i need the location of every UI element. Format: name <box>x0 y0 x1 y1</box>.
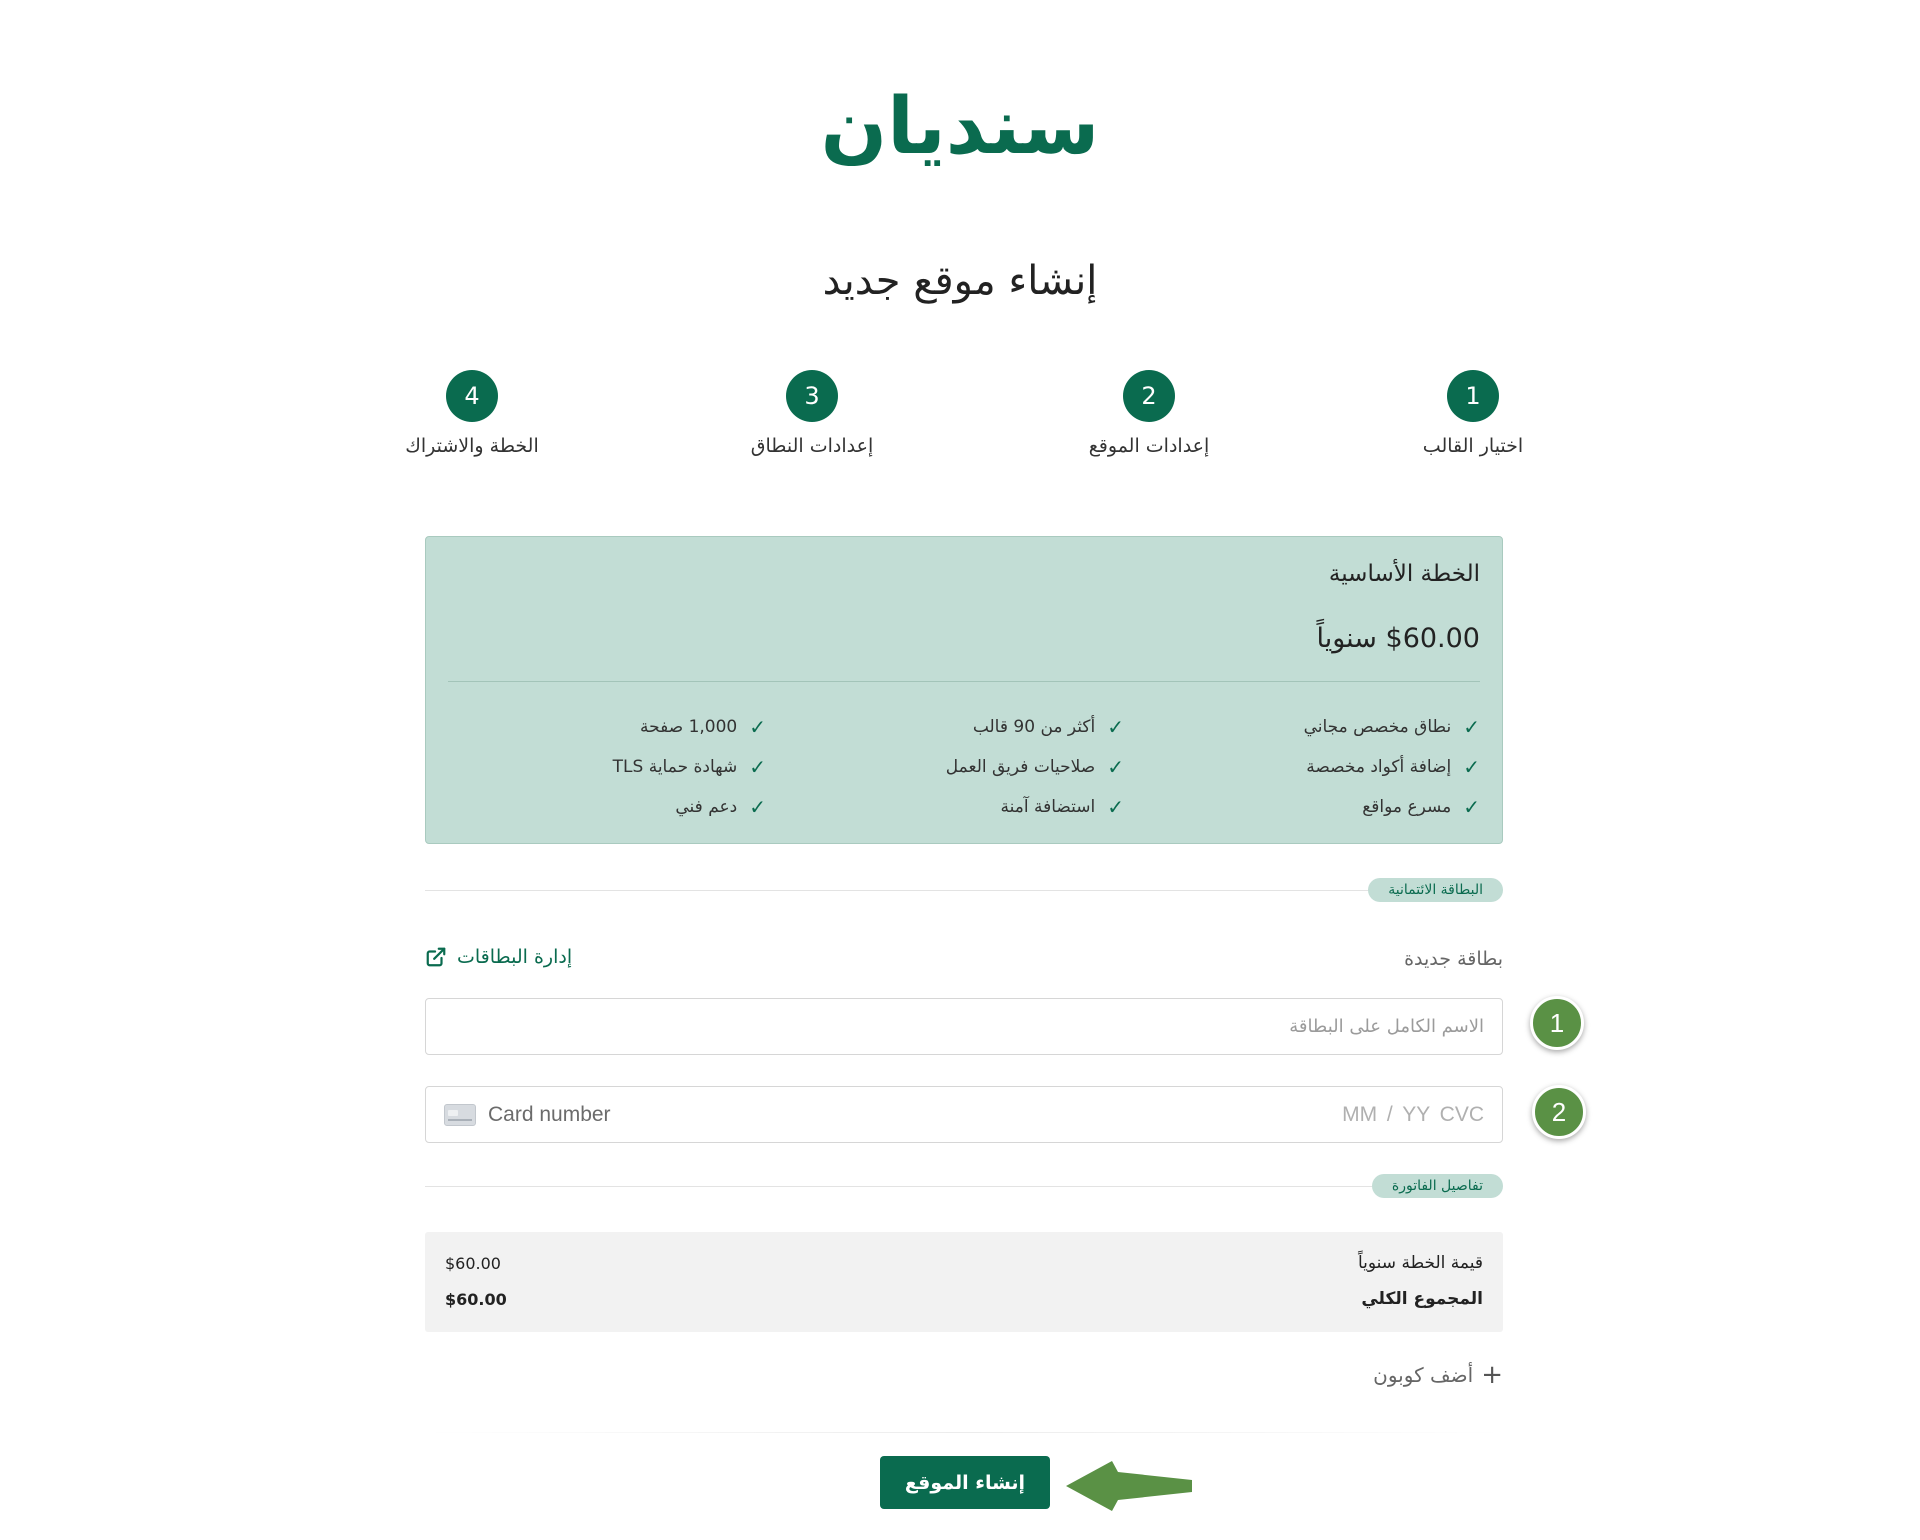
progress-stepper <box>0 370 1920 470</box>
annotation-badge-1: 1 <box>1530 996 1584 1050</box>
plus-icon: + <box>1481 1360 1503 1390</box>
step-choose-template[interactable] <box>1363 370 1583 457</box>
divider-line <box>425 890 1503 891</box>
new-card-label: بطاقة جديدة <box>1404 948 1503 970</box>
expiry-cvc-placeholder[interactable]: MM / YY CVC <box>1342 1103 1484 1126</box>
annotation-arrow-icon <box>1064 1458 1194 1514</box>
step-label: إعدادات الموقع <box>1088 435 1210 457</box>
feature-item <box>1160 747 1480 787</box>
check-icon: ✓ <box>1107 715 1124 739</box>
plan-name: الخطة الأساسية <box>1328 561 1480 587</box>
check-icon: ✓ <box>1463 715 1480 739</box>
feature-item <box>446 787 766 827</box>
feature-label: 1,000 صفحة <box>640 717 738 737</box>
step-number: 1 <box>1447 370 1499 422</box>
invoice-amount: $60.00 <box>445 1253 501 1273</box>
card-number-field[interactable] <box>425 1086 1503 1143</box>
section-label: البطاقة الائتمانية <box>1368 878 1503 902</box>
divider-line <box>425 1186 1503 1187</box>
feature-column <box>804 707 1124 827</box>
feature-label: نطاق مخصص مجاني <box>1303 717 1452 737</box>
step-label: اختيار القالب <box>1422 435 1524 457</box>
feature-label: إضافة أكواد مخصصة <box>1306 757 1452 777</box>
feature-label: دعم فني <box>675 797 738 817</box>
section-label: تفاصيل الفاتورة <box>1372 1174 1503 1198</box>
feature-item <box>446 707 766 747</box>
step-label: إعدادات النطاق <box>750 435 874 457</box>
annotation-badge-2: 2 <box>1532 1085 1586 1139</box>
invoice-label: المجموع الكلي <box>1361 1289 1483 1309</box>
feature-item <box>804 707 1124 747</box>
step-number: 3 <box>786 370 838 422</box>
feature-column <box>446 707 766 827</box>
feature-label: صلاحيات فريق العمل <box>945 757 1096 777</box>
external-link-icon <box>425 946 447 968</box>
plan-card <box>425 536 1503 844</box>
feature-item <box>1160 707 1480 747</box>
feature-item <box>446 747 766 787</box>
check-icon: ✓ <box>1107 755 1124 779</box>
add-coupon-link[interactable] <box>1373 1362 1503 1388</box>
step-label: الخطة والاشتراك <box>405 435 539 457</box>
manage-cards-link[interactable] <box>425 946 572 968</box>
invoice-amount: $60.00 <box>445 1289 507 1309</box>
invoice-section-divider <box>425 1174 1503 1200</box>
credit-card-icon <box>444 1104 476 1126</box>
invoice-label: قيمة الخطة سنوياً <box>1357 1253 1483 1273</box>
feature-label: شهادة حماية TLS <box>612 757 738 777</box>
check-icon: ✓ <box>749 715 766 739</box>
card-number-placeholder[interactable]: Card number <box>488 1103 611 1126</box>
feature-column <box>1160 707 1480 827</box>
plan-price: $60.00 سنوياً <box>1316 623 1480 654</box>
plan-features <box>446 707 1480 827</box>
check-icon: ✓ <box>749 755 766 779</box>
cardholder-name-input[interactable] <box>425 998 1503 1055</box>
feature-label: مسرع مواقع <box>1362 797 1452 817</box>
invoice-row-annual <box>445 1248 1483 1278</box>
feature-item <box>804 747 1124 787</box>
feature-item <box>804 787 1124 827</box>
feature-label: أكثر من 90 قالب <box>972 717 1096 737</box>
feature-item <box>1160 787 1480 827</box>
add-coupon-label: أضف كوبون <box>1373 1363 1474 1387</box>
footer-divider <box>425 1432 1503 1433</box>
step-number: 4 <box>446 370 498 422</box>
step-domain-settings[interactable] <box>702 370 922 457</box>
step-plan-subscription[interactable] <box>362 370 582 457</box>
plan-divider <box>448 681 1480 682</box>
invoice-row-total <box>445 1284 1483 1314</box>
page-title: إنشاء موقع جديد <box>822 258 1098 304</box>
check-icon: ✓ <box>1107 795 1124 819</box>
check-icon: ✓ <box>1463 795 1480 819</box>
create-site-button[interactable]: إنشاء الموقع <box>880 1456 1050 1509</box>
check-icon: ✓ <box>749 795 766 819</box>
manage-cards-label: إدارة البطاقات <box>457 946 573 968</box>
credit-card-section-divider <box>425 878 1503 904</box>
feature-label: استضافة آمنة <box>1000 797 1096 817</box>
check-icon: ✓ <box>1463 755 1480 779</box>
step-site-settings[interactable] <box>1039 370 1259 457</box>
step-number: 2 <box>1123 370 1175 422</box>
invoice-summary <box>425 1232 1503 1332</box>
brand-logo: سنديان <box>820 82 1100 172</box>
